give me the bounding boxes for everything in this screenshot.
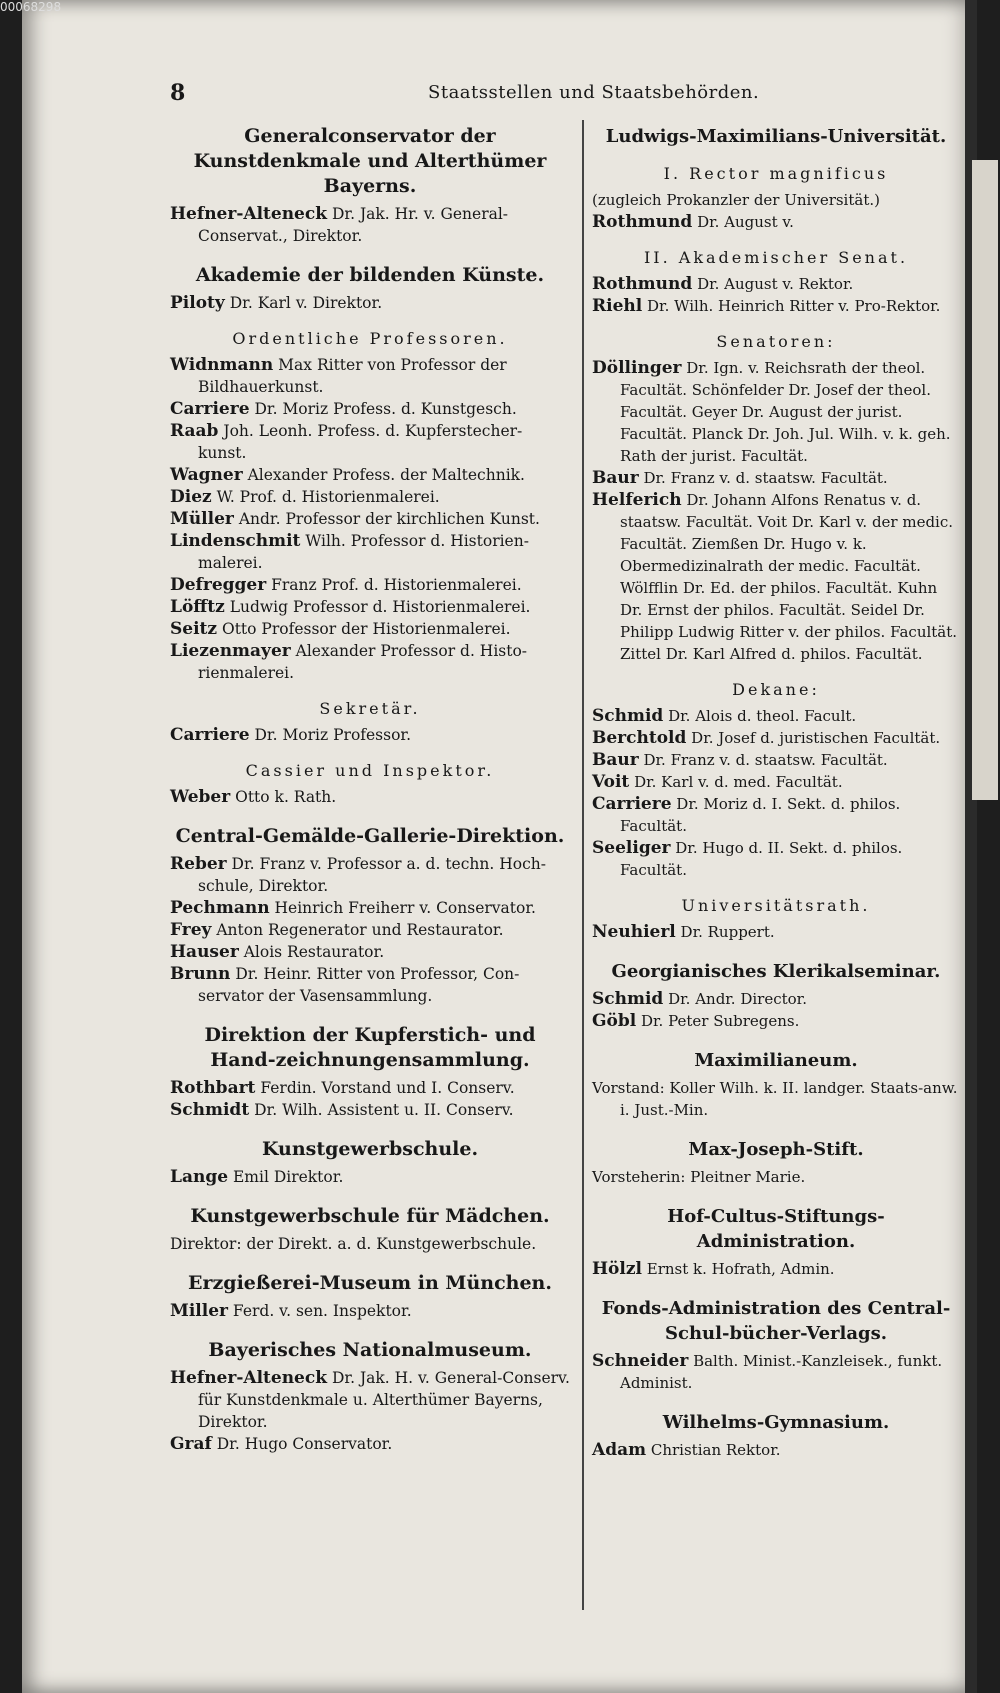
entry-text: Dr. Wilh. Heinrich Ritter v. Pro-Rektor. [647,297,941,315]
directory-entry [170,292,570,314]
directory-entry [592,793,960,837]
directory-entry [170,203,570,247]
directory-entry [170,1166,570,1188]
entry-text: W. Prof. d. Historienmalerei. [216,488,440,506]
directory-entry [170,640,570,684]
entry-text: Alexander Profess. der Maltechnik. [247,466,525,484]
entry-name: Pechmann [170,898,270,918]
adjacent-page-edge [972,160,998,800]
directory-entry [592,273,960,295]
entry-name: Wagner [170,465,243,485]
entry-text: Dr. Johann Alfons Renatus v. d. staatsw. Facultät. Voit Dr. Karl v. der medic. Facultät. Ziemßen Dr. Hugo v. k. Obermedizinalrath der medic. Facultät. Wölfflin Dr. Ed. der philos. Facultät. Kuhn Dr. Ernst der philos. Facultät. Seidel Dr. Philipp Ludwig Ritter v. der philos. Facultät. Zittel Dr. Karl Alfred d. philos. Facultät. [620,491,958,663]
entry-name: Adam [592,1440,647,1460]
entry-name: Schneider [592,1351,689,1371]
entry-text: Dr. Peter Subregens. [640,1012,800,1030]
entry-name: Rothbart [170,1078,256,1098]
directory-entry [170,354,570,398]
directory-entry [170,786,570,808]
section-subtitle: Sekretär. [319,699,421,718]
entry-text: Dr. Heinr. Ritter von Professor, Con-servator der Vasensammlung. [198,965,520,1005]
scan-id: 00068298 [0,0,62,14]
entry-text: Alexander Professor d. Histo-rienmalerei. [198,642,528,682]
section-subtitle: I. Rector magnificus [663,164,889,183]
entry-text: Christian Rektor. [650,1441,781,1459]
entry-name: Lange [170,1167,229,1187]
entry-text: Dr. Franz v. d. staatsw. Facultät. [643,469,888,487]
entry-name: Piloty [170,293,225,313]
directory-entry [592,1258,960,1280]
section-title: Fonds-Administration des Central-Schul-bücher-Verlags. [601,1298,951,1344]
directory-entry [170,420,570,464]
entry-text: Franz Prof. d. Historienmalerei. [271,576,522,594]
entry-name: Berchtold [592,728,687,748]
entry-text: Dr. Alois d. theol. Facult. [668,707,857,725]
entry-text: Andr. Professor der kirchlichen Kunst. [238,510,540,528]
entry-name: Neuhierl [592,922,676,942]
directory-entry [592,705,960,727]
entry-text: Anton Regenerator und Restaurator. [216,921,504,939]
section-title: Akademie der bildenden Künste. [195,264,545,286]
section-title: Max-Joseph-Stift. [688,1139,864,1160]
entry-name: Miller [170,1301,228,1321]
entry-text: Dr. August v. [697,213,794,231]
section-title: Hof-Cultus-Stiftungs-Administration. [667,1206,885,1252]
entry-name: Löfftz [170,597,225,617]
section-title: Bayerisches Nationalmuseum. [208,1339,532,1361]
entry-name: Riehl [592,296,643,316]
entry-name: Helferich [592,490,682,510]
section-title: Ludwigs-Maximilians-Universität. [605,126,947,147]
directory-entry [170,897,570,919]
directory-entry [592,988,960,1010]
entry-name: Raab [170,421,219,441]
entry-text: Dr. Jak. H. v. General-Conserv. für Kunstdenkmale u. Alterthümer Bayerns, Direktor. [198,1369,570,1431]
entry-text: Vorstand: Koller Wilh. k. II. landger. Staats-anw. i. Just.-Min. [592,1079,958,1119]
entry-name: Rothmund [592,212,693,232]
entry-text: Dr. Moriz Professor. [254,726,412,744]
directory-entry [592,837,960,881]
entry-name: Lindenschmit [170,531,301,551]
directory-entry [170,1077,570,1099]
entry-text: Wilh. Professor d. Historien-malerei. [198,532,529,572]
entry-text: Dr. Ruppert. [680,923,775,941]
entry-text: Dr. Franz v. d. staatsw. Facultät. [643,751,888,769]
directory-entry [170,919,570,941]
directory-entry [592,1166,960,1188]
entry-text: Dr. Josef d. juristischen Facultät. [691,729,941,747]
entry-name: Voit [592,772,630,792]
entry-text: Dr. Moriz d. I. Sekt. d. philos. Facultät. [620,795,901,835]
directory-entry [592,1010,960,1032]
entry-name: Weber [170,787,231,807]
running-head: Staatsstellen und Staatsbehörden. [428,82,760,103]
entry-text: Ferd. v. sen. Inspektor. [232,1302,412,1320]
entry-text: Dr. Andr. Director. [668,990,807,1008]
directory-entry [592,749,960,771]
directory-entry [170,963,570,1007]
page-number: 8 [170,80,186,106]
entry-text: Heinrich Freiherr v. Conservator. [274,899,536,917]
entry-name: Rothmund [592,274,693,294]
section-title: Generalconservator der Kunstdenkmale und Alterthümer Bayerns. [193,125,547,197]
entry-name: Schmid [592,989,664,1009]
entry-name: Baur [592,468,639,488]
entry-text: Otto Professor der Historienmalerei. [222,620,511,638]
directory-entry [170,398,570,420]
section-title: Kunstgewerbschule für Mädchen. [190,1205,550,1227]
entry-text: Ludwig Professor d. Historienmalerei. [229,598,531,616]
directory-entry [170,464,570,486]
directory-entry [170,596,570,618]
section-subtitle: Cassier und Inspektor. [245,761,495,780]
directory-entry [592,921,960,943]
entry-name: Seitz [170,619,218,639]
entry-name: Carriere [592,794,672,814]
column-divider [582,120,584,1610]
entry-name: Diez [170,487,212,507]
entry-name: Defregger [170,575,267,595]
entry-text: Direktor: der Direkt. a. d. Kunstgewerbschule. [170,1235,537,1253]
directory-entry [592,189,960,211]
directory-entry [170,530,570,574]
directory-entry [592,489,960,665]
directory-entry [592,771,960,793]
entry-name: Seeliger [592,838,671,858]
directory-entry [170,1300,570,1322]
directory-entry [592,357,960,467]
entry-text: Dr. Ign. v. Reichsrath der theol. Facultät. Schönfelder Dr. Josef der theol. Facultät. Geyer Dr. August der jurist. Facultät. Planck Dr. Joh. Jul. Wilh. v. k. geh. Rath der jurist. Facultät. [620,359,951,465]
right-column [592,120,960,1461]
entry-name: Schmid [592,706,664,726]
entry-text: Dr. August v. Rektor. [697,275,854,293]
entry-text: Dr. Franz v. Professor a. d. techn. Hoch-schule, Direktor. [198,855,546,895]
directory-entry [170,941,570,963]
entry-text: Dr. Hugo Conservator. [216,1435,393,1453]
section-title: Erzgießerei-Museum in München. [188,1272,552,1294]
entry-text: Dr. Karl v. d. med. Facultät. [634,773,843,791]
directory-entry [592,1350,960,1394]
entry-name: Hölzl [592,1259,642,1279]
entry-name: Döllinger [592,358,682,378]
entry-name: Hauser [170,942,239,962]
directory-entry [170,508,570,530]
entry-name: Liezenmayer [170,641,291,661]
directory-entry [170,1433,570,1455]
entry-name: Baur [592,750,639,770]
entry-name: Widnmann [170,355,274,375]
entry-name: Hefner-Alteneck [170,1368,328,1388]
entry-text: Otto k. Rath. [235,788,337,806]
section-title: Wilhelms-Gymnasium. [662,1412,890,1433]
directory-entry [170,618,570,640]
section-subtitle: Ordentliche Professoren. [232,329,508,348]
directory-entry [170,486,570,508]
section-subtitle: Senatoren: [716,332,836,351]
left-column [170,120,570,1455]
section-title: Maximilianeum. [694,1050,858,1071]
section-title: Direktion der Kupferstich- und Hand-zeichnungensammlung. [204,1024,536,1071]
directory-entry [170,574,570,596]
section-subtitle: II. Akademischer Senat. [643,248,909,267]
section-subtitle: Dekane: [732,680,820,699]
entry-text: Max Ritter von Professor der Bildhauerkunst. [198,356,507,396]
entry-text: Emil Direktor. [232,1168,344,1186]
entry-text: Ernst k. Hofrath, Admin. [646,1260,835,1278]
entry-text: Dr. Hugo d. II. Sekt. d. philos. Facultät. [620,839,903,879]
directory-entry [170,724,570,746]
entry-text: Ferdin. Vorstand und I. Conserv. [260,1079,515,1097]
entry-name: Hefner-Alteneck [170,204,328,224]
section-title: Kunstgewerbschule. [261,1138,479,1160]
entry-name: Reber [170,854,227,874]
directory-entry [170,853,570,897]
entry-text: Alois Restaurator. [243,943,385,961]
directory-entry [592,727,960,749]
directory-entry [592,211,960,233]
page-header [170,80,970,110]
section-title: Central-Gemälde-Gallerie-Direktion. [175,825,565,847]
directory-entry [170,1233,570,1255]
entry-name: Carriere [170,725,250,745]
entry-text: Dr. Karl v. Direktor. [229,294,383,312]
entry-text: Dr. Wilh. Assistent u. II. Conserv. [254,1101,514,1119]
entry-text: Balth. Minist.-Kanzleisek., funkt. Administ. [620,1352,943,1392]
section-subtitle: Universitätsrath. [681,896,871,915]
entry-name: Brunn [170,964,231,984]
entry-name: Müller [170,509,234,529]
entry-name: Schmidt [170,1100,250,1120]
entry-name: Frey [170,920,212,940]
entry-text: Joh. Leonh. Profess. d. Kupferstecher-kunst. [198,422,523,462]
entry-text: (zugleich Prokanzler der Universität.) [592,191,880,209]
entry-text: Dr. Jak. Hr. v. General-Conservat., Direktor. [198,205,509,245]
entry-name: Göbl [592,1011,637,1031]
directory-entry [592,295,960,317]
directory-entry [592,1439,960,1461]
directory-entry [592,1077,960,1121]
entry-name: Graf [170,1434,212,1454]
directory-entry [170,1099,570,1121]
section-title: Georgianisches Klerikalseminar. [611,961,941,982]
entry-name: Carriere [170,399,250,419]
directory-entry [170,1367,570,1433]
entry-text: Dr. Moriz Profess. d. Kunstgesch. [254,400,517,418]
entry-text: Vorsteherin: Pleitner Marie. [592,1168,806,1186]
directory-entry [592,467,960,489]
